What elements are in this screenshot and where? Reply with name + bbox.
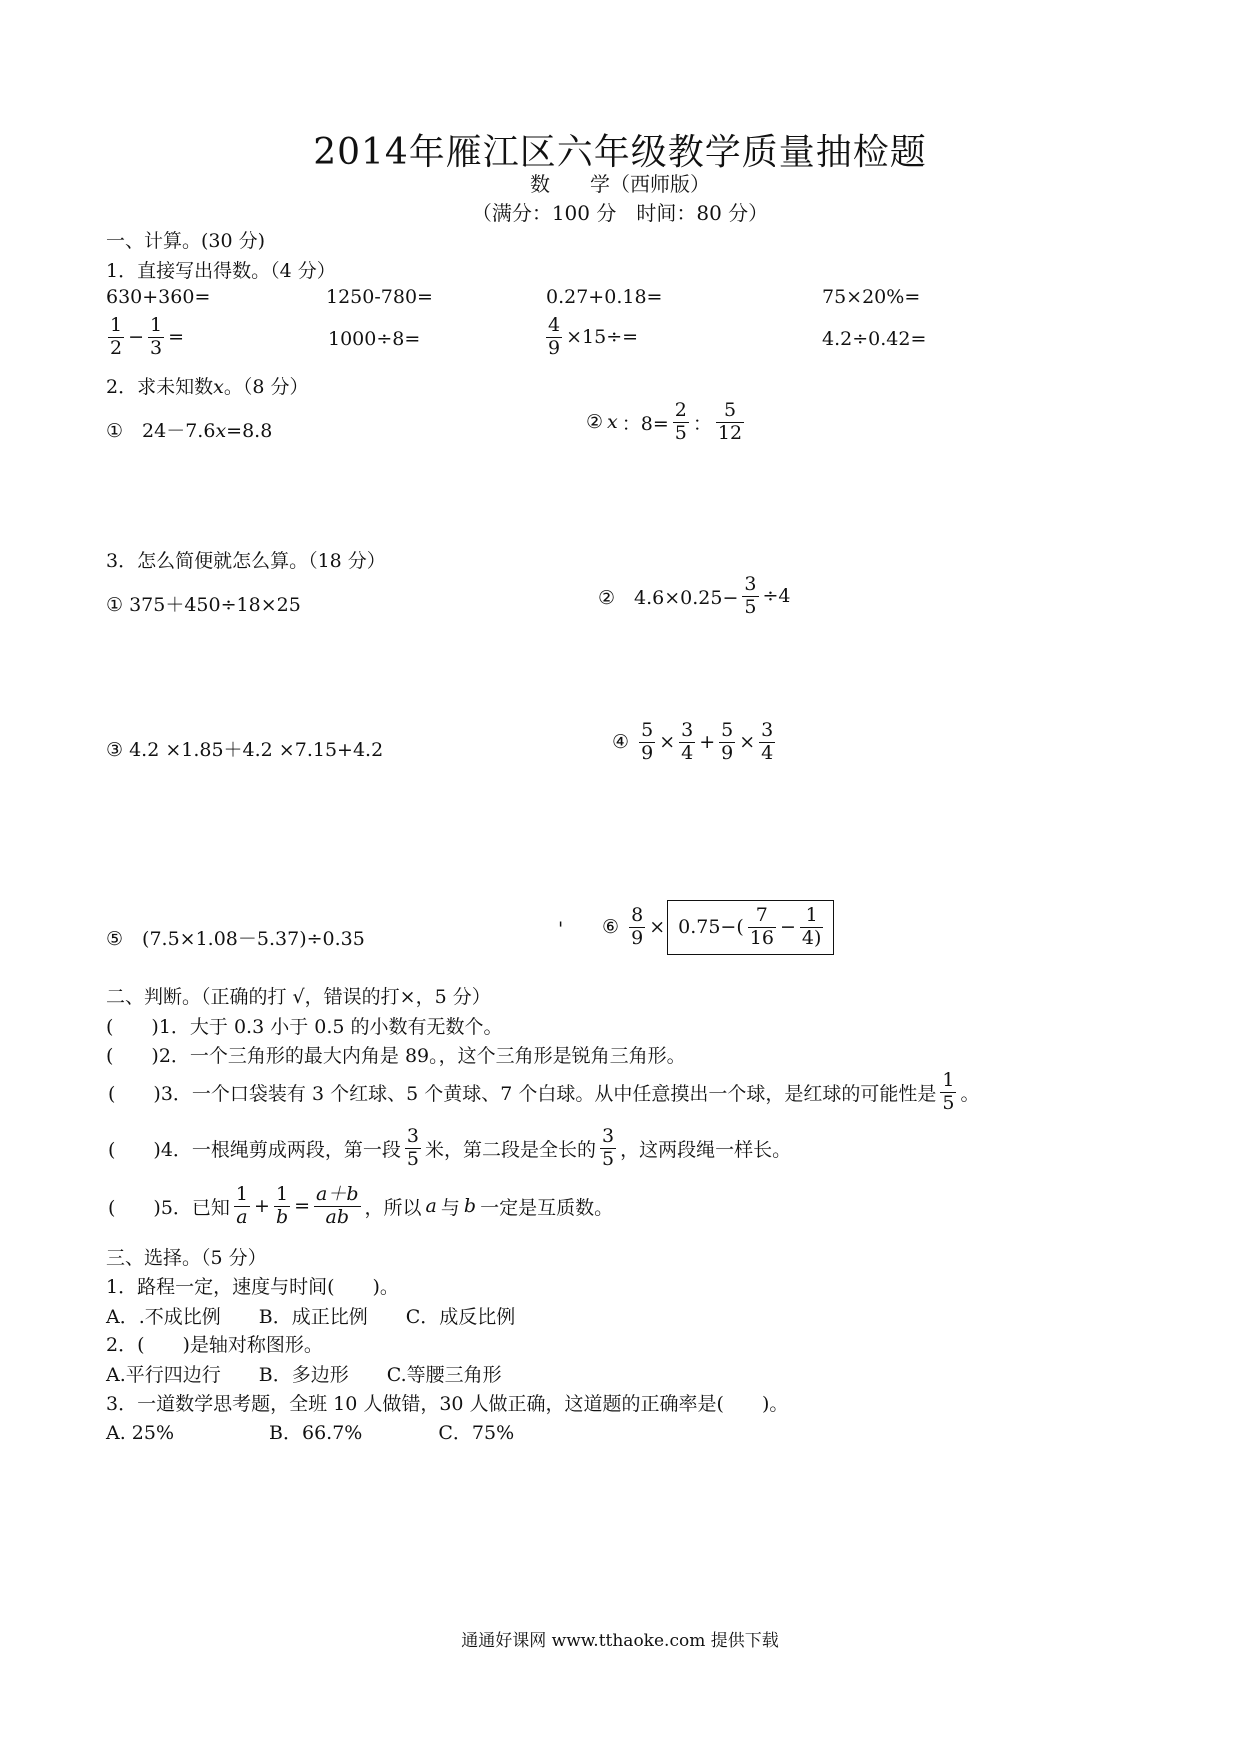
fraction: $\frac{5}{9}$ [641,719,654,764]
fraction: $\frac{1}{3}$ [150,314,163,359]
fraction: $\frac{2}{5}$ [674,399,687,444]
q1-item-5: $\frac{1}{2}$ − $\frac{1}{3}$ = [110,314,185,359]
subject-line: 数 学（西师版） [530,172,710,196]
q3-expression-3: ③ 4.2 ×1.85＋4.2 ×7.15+4.2 [106,739,384,761]
fraction: $\frac{1}{4)}$ [801,904,822,949]
choice-q1: 1．路程一定，速度与时间( )。 [106,1276,399,1298]
fraction: $\frac{3}{4}$ [681,719,694,764]
fraction: $\frac{1}{b}$ [275,1183,289,1228]
fraction: $\frac{5}{9}$ [721,719,734,764]
fraction: $\frac{3}{5}$ [602,1125,615,1170]
q1-item-7: $\frac{4}{9}$ ×15÷= [548,314,639,359]
fraction: $\frac{1}{5}$ [942,1069,955,1114]
choice-q3: 3．一道数学思考题，全班 10 人做错，30 人做正确，这道题的正确率是( )。 [106,1393,789,1415]
judge-item-2: ( )2．一个三角形的最大内角是 89。，这个三角形是锐角三角形。 [106,1045,686,1067]
stray-mark: ' [558,918,564,940]
fraction: $\frac{8}{9}$ [631,904,644,949]
q1-item-3: 0.27+0.18= [546,286,663,308]
q2-heading: 2．求未知数x。（8 分） [106,376,309,398]
q3-expression-5: ⑤ (7.5×1.08－5.37)÷0.35 [106,928,365,950]
part1-heading: 一、计算。(30 分) [106,230,266,252]
choice-q2-options: A.平行四边行 B．多边形 C.等腰三角形 [106,1364,502,1386]
choice-q3-options: A. 25% B．66.7% C．75% [106,1422,515,1444]
fraction: $\frac{3}{5}$ [406,1125,420,1170]
q3-expression-1: ① 375＋450÷18×25 [106,594,301,616]
fraction: $\frac{a+b}{ab}$ [316,1183,359,1228]
fraction: $\frac{1}{a}$ [235,1183,249,1228]
footer-source: 通通好课网 www.tthaoke.com 提供下载 [461,1631,779,1651]
fraction: $\frac{3}{5}$ [744,573,757,618]
fraction: $\frac{4}{9}$ [548,314,561,359]
part3-heading: 三、选择。（5 分） [106,1247,267,1269]
q2-equation-1: ① 24－7.6x=8.8 [106,420,273,442]
judge-item-4: ( )4．一根绳剪成两段，第一段 $\frac{3}{5}$ 米，第二段是全长的 $\frac{3}{5}$ ，这两段绳一样长。 [108,1125,792,1170]
judge-item-3: ( )3．一个口袋装有 3 个红球、5 个黄球、7 个白球。从中任意摸出一个球，是红球的可能性是 $\frac{1}{5}$ 。 [108,1069,980,1114]
judge-item-1: ( )1．大于 0.3 小于 0.5 的小数有无数个。 [106,1016,503,1038]
fraction: $\frac{7}{16}$ [749,904,774,949]
q1-item-2: 1250-780= [326,286,433,308]
q3-expression-4: ④ $\frac{5}{9}$ × $\frac{3}{4}$ + $\frac{5}{9}$ × $\frac{3}{4}$ [612,719,774,764]
part2-heading: 二、判断。（正确的打 √，错误的打×，5 分） [106,986,491,1008]
fraction: $\frac{1}{2}$ [110,314,123,359]
fraction: $\frac{3}{4}$ [761,719,774,764]
q1-item-6: 1000÷8= [328,328,421,350]
q1-item-8: 4.2÷0.42= [822,328,927,350]
q3-heading: 3．怎么简便就怎么算。（18 分） [106,550,386,572]
q3-expression-2: ② 4.6×0.25− $\frac{3}{5}$ ÷4 [598,573,791,618]
q3-expression-6: ⑥ $\frac{8}{9}$ × 0.75−( $\frac{7}{16}$ − $\frac{1}{4)}$ [600,900,834,955]
score-time-line: （满分：100 分 时间：80 分） [471,201,769,225]
judge-item-5: ( )5．已知 $\frac{1}{a}$ + $\frac{1}{b}$ = $\frac{a+b}{ab}$ ，所以 a 与 b 一定是互质数。 [108,1183,614,1228]
choice-q2: 2．( )是轴对称图形。 [106,1334,323,1356]
page-title: 2014年雁江区六年级教学质量抽检题 [313,132,927,173]
q2-equation-2: ② x ：8= $\frac{2}{5}$ ： $\frac{5}{12}$ [586,399,743,444]
choice-q1-options: A．.不成比例 B．成正比例 C．成反比例 [106,1306,516,1328]
q1-item-1: 630+360= [106,286,211,308]
q1-item-4: 75×20%= [822,286,921,308]
square-bracket-group: 0.75−( $\frac{7}{16}$ − $\frac{1}{4)}$ [667,900,834,955]
fraction: $\frac{5}{12}$ [717,399,743,444]
q1-heading: 1．直接写出得数。（4 分） [106,260,336,282]
